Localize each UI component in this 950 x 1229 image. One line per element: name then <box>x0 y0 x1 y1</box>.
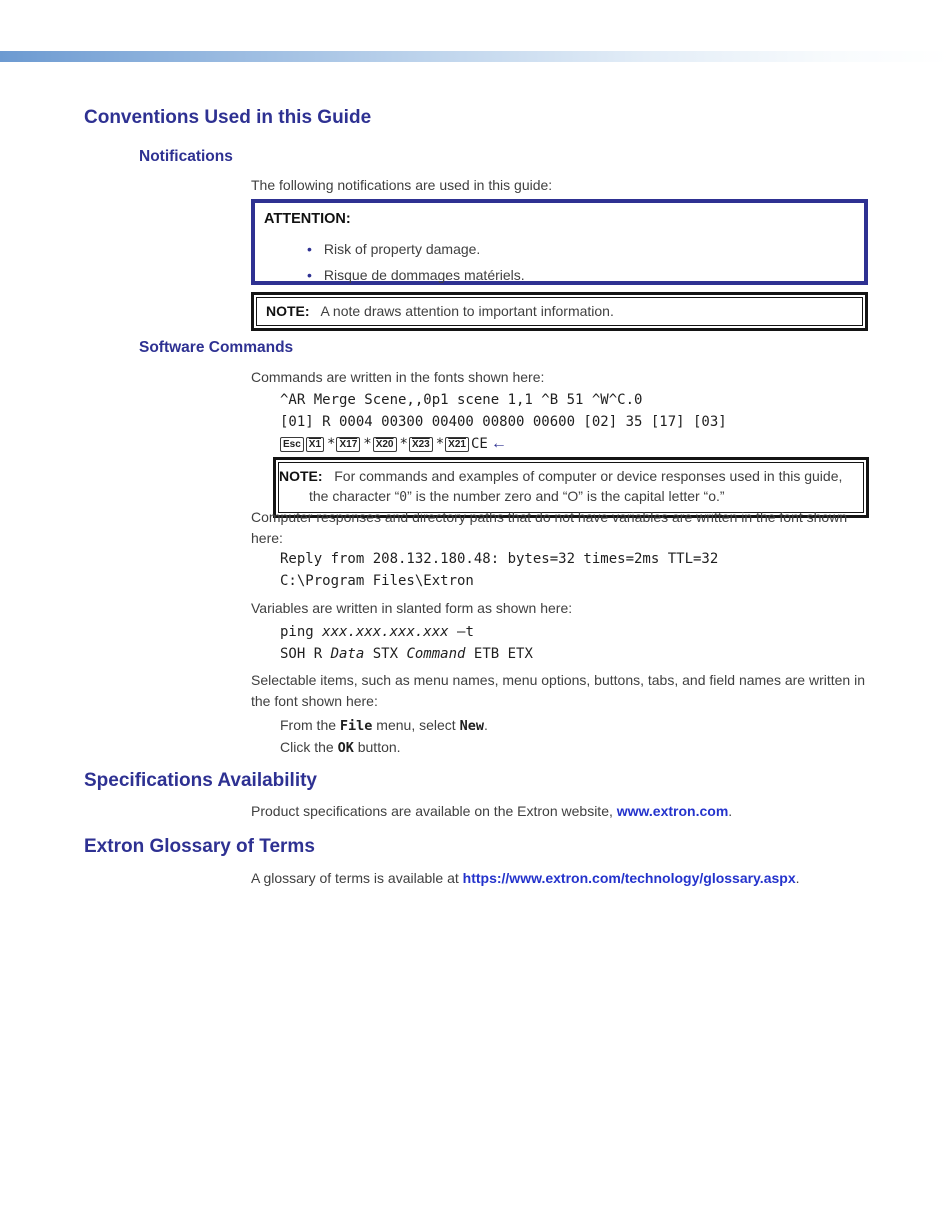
soh-part: STX <box>364 646 407 662</box>
attention-bullet-list <box>307 239 864 286</box>
note-box-inner <box>278 462 864 513</box>
attention-label: ATTENTION: <box>264 211 351 227</box>
section-heading-glossary: Extron Glossary of Terms <box>84 836 315 857</box>
text-part: From the <box>280 717 340 733</box>
top-gradient-bar <box>0 51 950 62</box>
response-example-line2: C:\Program Files\Extron <box>280 573 474 589</box>
soh-variable-command: Command <box>406 646 466 662</box>
attention-bullet-text: Risque de dommages matériels. <box>323 267 525 283</box>
glossary-link[interactable]: https://www.extron.com/technology/glossary.aspx <box>462 870 796 886</box>
keycap-command-line <box>280 436 507 452</box>
text-part: . <box>795 870 800 886</box>
note-label: NOTE: <box>266 303 310 319</box>
note-label: NOTE: <box>279 468 323 484</box>
text-part: A glossary of terms is available at <box>251 870 463 886</box>
star-separator: * <box>327 436 336 452</box>
note-text-part2: ” is the number zero and “O” is the capital letter “o.” <box>407 488 725 504</box>
star-separator: * <box>363 436 372 452</box>
response-example-line1: Reply from 208.132.180.48: bytes=32 times=2ms TTL=32 <box>280 551 719 567</box>
command-example-line1: ^AR Merge Scene,,0p1 scene 1,1 ^B 51 ^W^C.0 <box>280 392 643 408</box>
section-heading-notifications: Notifications <box>139 148 233 165</box>
soh-part: ETB ETX <box>465 646 533 662</box>
selectable-example-line1 <box>280 715 488 737</box>
new-option-name: New <box>459 718 484 734</box>
bullet-icon: • <box>307 267 312 283</box>
x1-keycap: X1 <box>306 437 324 452</box>
page-title: Conventions Used in this Guide <box>84 107 372 128</box>
software-intro: Commands are written in the fonts shown here: <box>251 369 545 385</box>
selectable-example-line2 <box>280 737 401 759</box>
note-box <box>251 292 868 331</box>
attention-bullet-text: Risk of property damage. <box>323 241 481 257</box>
note-text-part1: For commands and examples of computer or device responses used in this guide, the character “ <box>309 468 843 504</box>
text-part: button. <box>353 739 401 755</box>
text-part: Product specifications are available on the Extron website, <box>251 803 617 819</box>
x20-keycap: X20 <box>373 437 397 452</box>
ok-button-name: OK <box>337 740 354 756</box>
text-part: menu, select <box>372 717 460 733</box>
note-text: A note draws attention to important information. <box>320 303 614 319</box>
note-box-inner <box>256 297 863 326</box>
star-separator: * <box>399 436 408 452</box>
ping-command: ping <box>280 624 323 640</box>
extron-website-link[interactable]: www.extron.com <box>616 803 729 819</box>
x23-keycap: X23 <box>409 437 433 452</box>
text-part: . <box>728 803 733 819</box>
note-zero-char: 0 <box>399 490 408 505</box>
ping-flag: –t <box>448 624 474 640</box>
left-arrow-icon: ← <box>490 435 507 452</box>
section-heading-specifications: Specifications Availability <box>84 770 318 791</box>
ping-example <box>280 624 474 640</box>
ping-variable: xxx.xxx.xxx.xxx <box>322 624 449 640</box>
x21-keycap: X21 <box>445 437 469 452</box>
soh-part: SOH R <box>280 646 331 662</box>
notifications-intro: The following notifications are used in this guide: <box>251 177 553 193</box>
ce-text: CE <box>470 436 488 452</box>
section-heading-software-commands: Software Commands <box>139 339 294 356</box>
responses-intro: Computer responses and directory paths that do not have variables are written in the font shown here: <box>251 509 848 546</box>
file-menu-name: File <box>339 718 373 734</box>
text-part: . <box>483 717 488 733</box>
esc-keycap: Esc <box>280 437 304 452</box>
glossary-paragraph <box>251 868 800 889</box>
x17-keycap: X17 <box>336 437 360 452</box>
soh-variable-data: Data <box>330 646 365 662</box>
star-separator: * <box>435 436 445 452</box>
list-item <box>307 239 864 260</box>
command-example-line2: [01] R 0004 00300 00400 00800 00600 [02] 35 [17] [03] <box>280 414 727 430</box>
selectable-intro: Selectable items, such as menu names, menu options, buttons, tabs, and field names are written in the font shown here: <box>251 672 865 709</box>
bullet-icon: • <box>307 241 312 257</box>
variables-intro: Variables are written in slanted form as shown here: <box>251 600 573 616</box>
attention-box <box>251 199 868 285</box>
list-item <box>307 265 864 286</box>
specs-paragraph <box>251 801 732 822</box>
text-part: Click the <box>280 739 338 755</box>
soh-example <box>280 646 533 662</box>
